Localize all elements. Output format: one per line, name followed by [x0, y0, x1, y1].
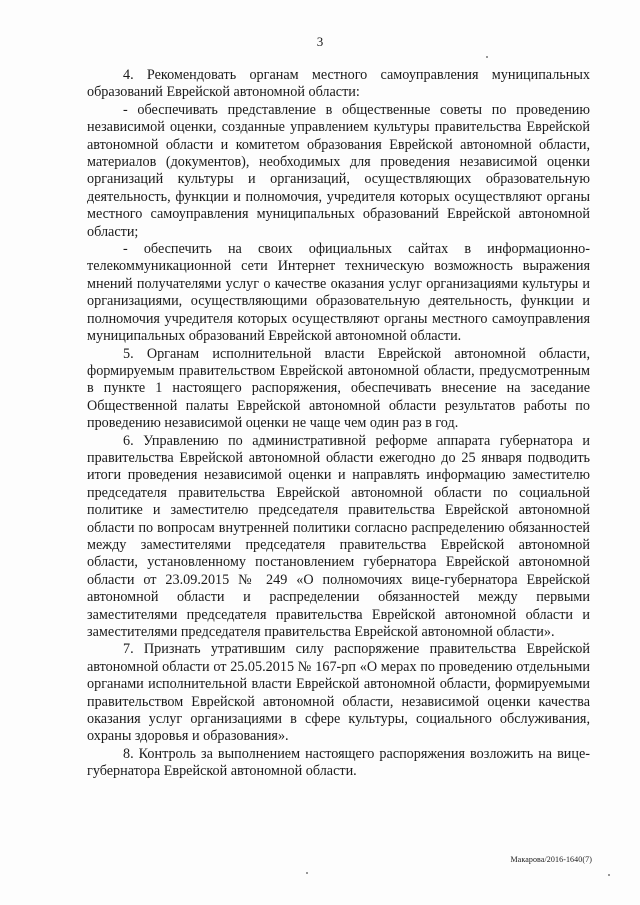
paragraph-5: 5. Органам исполнительной власти Еврейской автономной области, формируемым правительством Еврейской автономной области, предусмотренным в пункте 1 настоящего распоряжения, обеспечивать внесение на заседание Общественной палаты Еврейской автономной области результатов работы по проведению независимой оценки не чаще чем один раз в год.	[87, 345, 590, 432]
page-number: 3	[316, 34, 324, 49]
scan-speck	[486, 56, 488, 58]
scan-speck	[608, 874, 610, 876]
paragraph-4-item-1: - обеспечивать представление в общественные советы по проведению независимой оценки, созданные управлением культуры правительства Еврейской автономной области и комитетом образования Еврейской автономной области, материалов (документов), необходимых для проведения независимой оценки организаций культуры и организаций, осуществляющих образовательную деятельность, функции и полномочия, учредителя которых осуществляют органы местного самоуправления муниципальных образований Еврейской автономной области;	[87, 101, 590, 240]
document-footer-code: Макарова/2016-1640(7)	[510, 855, 592, 864]
paragraph-6: 6. Управлению по административной реформе аппарата губернатора и правительства Еврейской автономной области ежегодно до 25 января подводить итоги проведения независимой оценки и направлять информацию заместителю председателя правительства Еврейской автономной области по социальной политике и заместителю председателя правительства Еврейской автономной области по вопросам внутренней политики согласно распределению обязанностей между заместителями председателя правительства Еврейской автономной области, установленному постановлением губернатора Еврейской автономной области от 23.09.2015 № 249 «О полномочиях вице-губернатора Еврейской автономной области и распределении обязанностей между первыми заместителями председателя правительства Еврейской автономной области и заместителями председателя правительства Еврейской автономной области».	[87, 432, 590, 640]
paragraph-7: 7. Признать утратившим силу распоряжение правительства Еврейской автономной области от 25.05.2015 № 167-рп «О мерах по проведению отдельными органами исполнительной власти Еврейской автономной области, формируемыми правительством Еврейской автономной области, независимой оценки качества оказания услуг организациями в сфере культуры, социального обслуживания, охраны здоровья и образования».	[87, 641, 590, 745]
paragraph-4: 4. Рекомендовать органам местного самоуправления муниципальных образований Еврейской автономной области:	[87, 67, 590, 101]
paragraph-4-item-2: - обеспечить на своих официальных сайтах в информационно-телекоммуникационной сети Интернет техническую возможность выражения мнений получателями услуг о качестве оказания услуг организациями культуры и организациями, осуществляющими образовательную деятельность, функции и полномочия учредителя которых осуществляют органы местного самоуправления муниципальных образований Еврейской автономной области.	[87, 241, 590, 345]
document-body	[87, 67, 590, 781]
scan-speck	[306, 872, 308, 874]
paragraph-8: 8. Контроль за выполнением настоящего распоряжения возложить на вице-губернатора Еврейской автономной области.	[87, 745, 590, 780]
